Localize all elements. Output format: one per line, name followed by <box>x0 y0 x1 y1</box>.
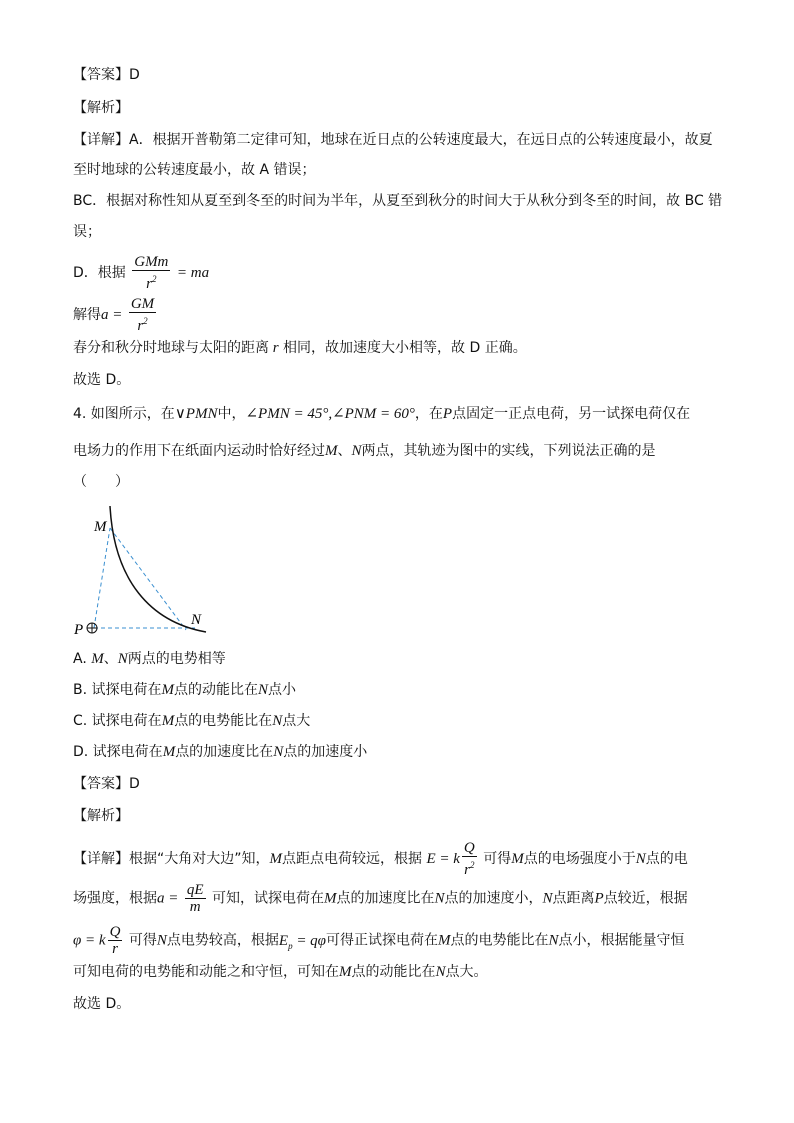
q4-stem-line-2: 电场力的作用下在纸面内运动时恰好经过M、N两点，其轨迹为图中的实线，下列说法正确的是 <box>73 443 656 459</box>
fraction-gm-r2: $\frac{GM}{r^2}$ <box>130 296 155 334</box>
q4-detail-line-3: φ = k $\frac{Q}{r}$ 可得N点电势较高，根据$E_p = q\varphi$可得正试探电荷在M点的电势能比在N点小，根据能量守恒 <box>73 924 685 957</box>
answer-tag: 【答案】 <box>73 67 129 83</box>
analysis-tag-q4: 【解析】 <box>73 808 129 824</box>
q4-detail-line-1: 【详解】根据“大角对大边”知，M点距点电荷较远，根据 E = k $\frac{Q}{r^2}$ 可得M点的电场强度小于N点的电 <box>73 840 688 878</box>
detail-line-6: 解得a = $\frac{GM}{r^2}$ <box>73 296 155 334</box>
segment-mn <box>110 528 186 630</box>
detail-line-7: 春分和秋分时地球与太阳的距离 r 相同，故加速度大小相等，故 D 正确。 <box>73 340 527 356</box>
detail-line-1: 【详解】A．根据开普勒第二定律可知，地球在近日点的公转速度最大，在远日点的公转速度最小，故夏 <box>73 132 713 148</box>
option-c: C. 试探电荷在M点的电势能比在N点大 <box>73 713 311 729</box>
answer-line-q4: 【答案】D <box>73 776 140 792</box>
detail-tag: 【详解】 <box>73 132 129 148</box>
q4-detail-line-4: 可知电荷的电势能和动能之和守恒，可知在M点的动能比在N点大。 <box>73 964 488 980</box>
detail-line-2: 至时地球的公转速度最小，故 A 错误； <box>73 162 316 178</box>
option-b: B. 试探电荷在M点的动能比在N点小 <box>73 682 297 698</box>
q4-detail-line-2: 场强度，根据a = $\frac{qE}{m}$ 可知，试探电荷在M点的加速度比在N点的加速度小，N点距离P点较近，根据 <box>73 882 688 915</box>
label-n: N <box>191 612 202 628</box>
option-d: D. 试探电荷在M点的加速度比在N点的加速度小 <box>73 744 368 760</box>
analysis-tag-q3: 【解析】 <box>73 100 129 116</box>
detail-line-4: 误； <box>73 224 101 240</box>
detail-line-3: BC．根据对称性知从夏至到冬至的时间为半年，从夏至到秋分的时间大于从秋分到冬至的时间，故 BC 错 <box>73 193 723 209</box>
fraction-q-r: $\frac{Q}{r}$ <box>109 924 121 957</box>
conclusion-q3: 故选 D。 <box>73 372 131 388</box>
label-p: P <box>74 622 84 638</box>
fraction-gmm-r2: $\frac{\text{GMm}}{r^2}$ <box>134 254 169 292</box>
q4-stem-line-1: 4. 如图所示，在∨PMN中，∠PMN = 45°,∠PNM = 60°，在P点固定一正点电荷，另一试探电荷仅在 <box>73 406 691 422</box>
q4-blank-parens: （ ） <box>73 474 129 490</box>
conclusion-q4: 故选 D。 <box>73 996 131 1012</box>
answer-line-q3 <box>73 65 140 85</box>
option-a: A. M、N两点的电势相等 <box>73 651 226 667</box>
fraction-q-r2: $\frac{Q}{r^2}$ <box>463 840 475 878</box>
detail-line-5: D．根据 $\frac{\text{GMm}}{r^2}$ = ma <box>73 254 210 292</box>
triangle-figure <box>70 500 220 640</box>
label-m: M <box>94 519 107 535</box>
fraction-qe-m: $\frac{qE}{m}$ <box>186 882 204 915</box>
positive-charge-icon <box>87 623 97 633</box>
segment-pm <box>94 528 110 628</box>
answer-value: D <box>129 67 140 83</box>
